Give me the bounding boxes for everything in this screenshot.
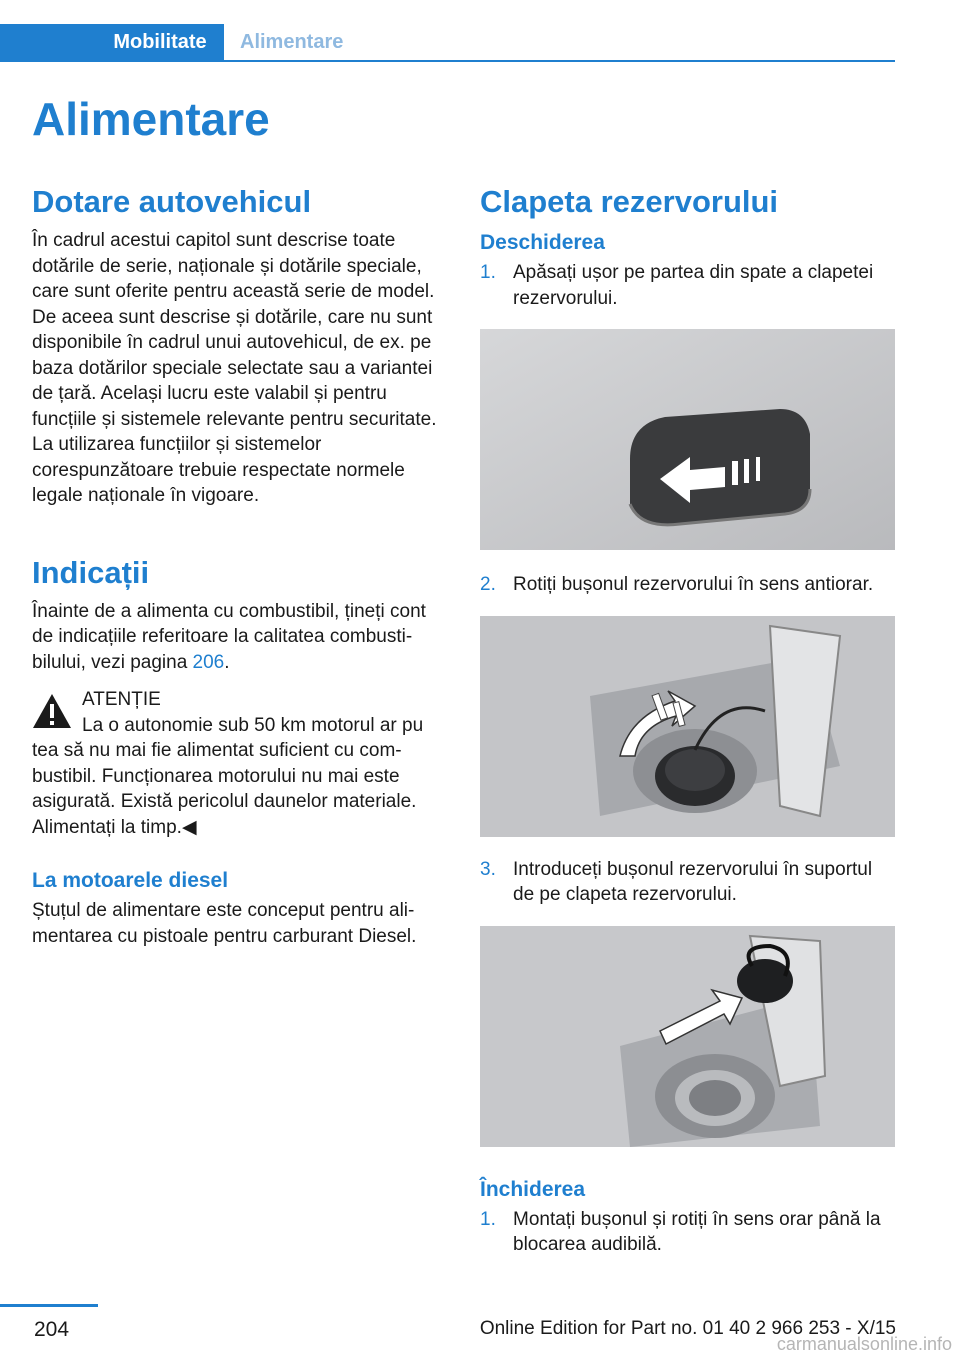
step-text: Apăsați ușor pe partea din spate a clapetei rezervorului. <box>513 262 874 309</box>
step-number: 1. <box>480 1208 496 1230</box>
page-number: 204 <box>34 1318 70 1341</box>
step-open-2 <box>480 572 896 598</box>
tab-alimentare[interactable]: Alimentare <box>240 31 344 53</box>
warning-line1: La o autonomie sub 50 km motorul ar pu <box>82 714 424 736</box>
header-rule <box>0 60 895 62</box>
photo-fuel-cap-holder <box>480 926 895 1147</box>
indicatii-end: . <box>224 651 230 673</box>
warning-icon <box>32 693 72 729</box>
warning-label: ATENȚIE <box>82 689 161 710</box>
warning-text: tea să nu mai fie alimentat suficient cu combustibil. Funcționarea motorului nu mai este asigurată. Există pericolul daunelor materiale. Alimentați la timp.◀ <box>32 740 417 838</box>
paragraph-dotare: În cadrul acestui capitol sunt descrise toate dotările de serie, naționale și dotările speciale, care sunt oferite pentru această serie de model. De aceea sunt descrise și dotările, care nu sunt disponibile în cadrul unui autovehicul, de ex. pe baza dotărilor speciale selectate sau a variantei de țară. Același lucru este valabil și pentru funcțiile și sistemele relevante pentru securitate. La utilizarea funcțiilor și sistemelor corespunzătoare trebuie respectate normele legale naționale în vigoare. <box>32 230 437 506</box>
warning-block <box>32 687 450 840</box>
step-number: 2. <box>480 574 496 595</box>
step-text: Montați bușonul și rotiți în sens orar până la blocarea audibilă. <box>513 1208 881 1255</box>
heading-clapeta: Clapeta rezervorului <box>480 184 779 219</box>
heading-deschiderea: Deschiderea <box>480 231 605 254</box>
paragraph-indicatii <box>32 599 450 676</box>
header-bar <box>0 24 895 62</box>
page-title: Alimentare <box>32 93 270 145</box>
step-text: Introduceți bușonul rezervorului în suportul de pe clapeta rezervorului. <box>513 858 873 905</box>
heading-inchiderea: Închiderea <box>480 1177 586 1201</box>
step-open-3 <box>480 857 896 908</box>
edition-info: Online Edition for Part no. 01 40 2 966 253 - X/15 <box>479 1318 896 1339</box>
page-link-206[interactable]: 206 <box>192 651 225 673</box>
footer-rule <box>0 1304 98 1307</box>
step-close-1 <box>480 1207 896 1258</box>
heading-diesel: La motoarele diesel <box>32 869 229 892</box>
photo-fuel-cap-rotate <box>480 616 895 837</box>
step-number: 1. <box>480 262 496 283</box>
indicatii-text: Înainte de a alimenta cu combustibil, țineți cont de indicațiile referitoare la calitatea combustibilului, vezi pagina <box>32 600 426 673</box>
step-number: 3. <box>480 858 496 880</box>
step-open-1 <box>480 260 896 311</box>
watermark: carmanualsonline.info <box>776 1334 952 1354</box>
heading-indicatii: Indicații <box>32 554 150 590</box>
right-column <box>480 182 896 1258</box>
heading-dotare: Dotare autovehicul <box>32 184 312 219</box>
left-column <box>32 182 450 949</box>
tab-mobilitate[interactable]: Mobilitate <box>96 24 224 60</box>
paragraph-diesel: Ștuțul de alimentare este conceput pentru alimentarea cu pistoale pentru carburant Diesel. <box>32 900 417 947</box>
photo-fuel-flap-press <box>480 329 895 550</box>
step-text: Rotiți bușonul rezervorului în sens antiorar. <box>513 574 874 595</box>
header-accent <box>0 24 96 60</box>
